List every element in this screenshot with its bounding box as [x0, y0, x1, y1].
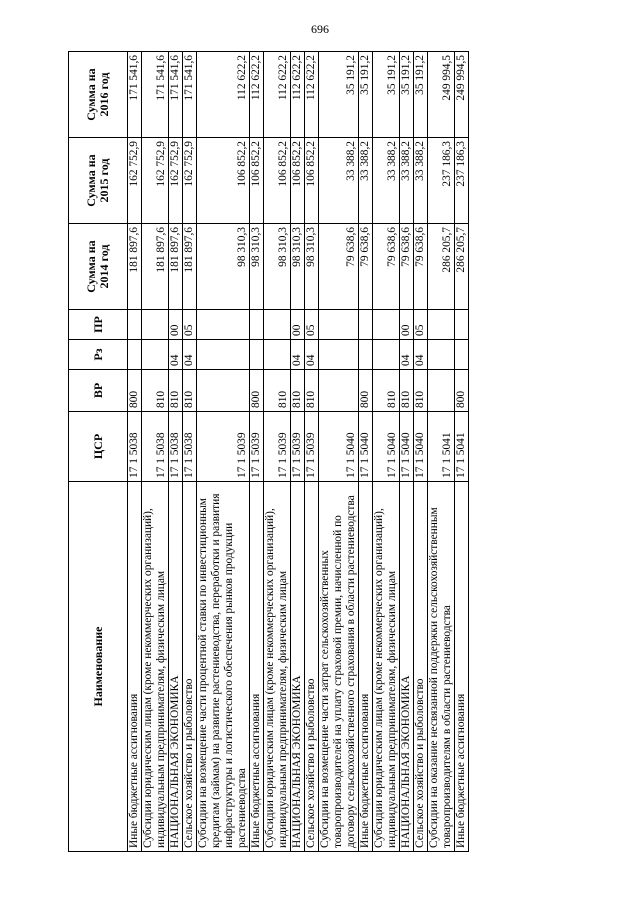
row-rz-cell: 04 [400, 340, 414, 370]
table-row [197, 52, 250, 852]
row-rz-cell: 04 [291, 340, 305, 370]
row-vr-cell: 810 [400, 370, 414, 412]
table-header-row [69, 52, 128, 852]
row-name-cell: Субсидии юридическим лицам (кроме некоммерческих организаций), индивидуальным предпринимателям, физическим лицам [142, 482, 169, 852]
row-sum-2016-cell: 249 994,5 [455, 52, 469, 138]
row-name-cell: Субсидии на возмещение части процентной ставки по инвестиционным кредитам (займам) на развитие растениеводства, переработки и развития инфраструктуры и логистического обеспечения рынков продукции растениеводства [197, 482, 250, 852]
row-rz-cell [428, 340, 455, 370]
row-rz-cell [142, 340, 169, 370]
row-sum-2015-cell: 33 388,2 [373, 138, 400, 224]
row-sum-2016-cell: 171 541,6 [142, 52, 169, 138]
header-sum-2015: Сумма на 2015 год [69, 138, 128, 224]
row-sum-2015-cell: 33 388,2 [400, 138, 414, 224]
table-row [373, 52, 400, 852]
row-vr-cell: 810 [264, 370, 291, 412]
row-sum-2015-cell: 106 852,2 [305, 138, 319, 224]
row-rz-cell [319, 340, 359, 370]
row-sum-2015-cell: 33 388,2 [359, 138, 373, 224]
row-csr-cell: 17 1 5040 [400, 412, 414, 482]
row-sum-2014-cell: 98 310,3 [291, 224, 305, 310]
row-sum-2016-cell: 35 191,2 [373, 52, 400, 138]
budget-table-container [68, 52, 558, 852]
row-name-cell: Иные бюджетные ассигнования [250, 482, 264, 852]
row-rz-cell: 04 [305, 340, 319, 370]
row-rz-cell [373, 340, 400, 370]
table-row [291, 52, 305, 852]
row-name-cell: Иные бюджетные ассигнования [128, 482, 142, 852]
row-sum-2016-cell: 112 622,2 [197, 52, 250, 138]
row-name-cell: НАЦИОНАЛЬНАЯ ЭКОНОМИКА [291, 482, 305, 852]
table-row [414, 52, 428, 852]
row-sum-2016-cell: 112 622,2 [250, 52, 264, 138]
row-csr-cell: 17 1 5039 [305, 412, 319, 482]
row-sum-2014-cell: 286 205,7 [455, 224, 469, 310]
row-name-cell: Сельское хозяйство и рыболовство [305, 482, 319, 852]
row-vr-cell [197, 370, 250, 412]
row-rz-cell [455, 340, 469, 370]
row-sum-2015-cell: 106 852,2 [250, 138, 264, 224]
row-sum-2014-cell: 181 897,6 [142, 224, 169, 310]
budget-table [68, 51, 469, 852]
row-sum-2016-cell: 171 541,6 [169, 52, 183, 138]
row-name-cell: Иные бюджетные ассигнования [455, 482, 469, 852]
row-vr-cell: 800 [455, 370, 469, 412]
row-pr-cell [250, 310, 264, 340]
row-sum-2015-cell: 33 388,2 [414, 138, 428, 224]
row-name-cell: НАЦИОНАЛЬНАЯ ЭКОНОМИКА [169, 482, 183, 852]
row-sum-2016-cell: 171 541,6 [128, 52, 142, 138]
row-sum-2014-cell: 286 205,7 [428, 224, 455, 310]
row-sum-2014-cell: 98 310,3 [250, 224, 264, 310]
row-name-cell: Субсидии юридическим лицам (кроме некоммерческих организаций), индивидуальным предпринимателям, физическим лицам [373, 482, 400, 852]
page-number: 696 [311, 22, 329, 36]
row-vr-cell: 810 [183, 370, 197, 412]
header-sum-2014: Сумма на 2014 год [69, 224, 128, 310]
row-pr-cell: 00 [400, 310, 414, 340]
row-csr-cell: 17 1 5039 [264, 412, 291, 482]
row-sum-2014-cell: 181 897,6 [183, 224, 197, 310]
row-sum-2015-cell: 237 186,3 [428, 138, 455, 224]
row-vr-cell: 810 [169, 370, 183, 412]
row-rz-cell: 04 [183, 340, 197, 370]
row-sum-2014-cell: 79 638,6 [400, 224, 414, 310]
table-row [142, 52, 169, 852]
row-sum-2015-cell: 162 752,9 [142, 138, 169, 224]
row-pr-cell [264, 310, 291, 340]
row-csr-cell: 17 1 5040 [319, 412, 359, 482]
row-sum-2015-cell: 106 852,2 [291, 138, 305, 224]
row-sum-2014-cell: 79 638,6 [359, 224, 373, 310]
row-name-cell: Иные бюджетные ассигнования [359, 482, 373, 852]
row-csr-cell: 17 1 5041 [455, 412, 469, 482]
table-row [305, 52, 319, 852]
row-csr-cell: 17 1 5038 [128, 412, 142, 482]
row-rz-cell [128, 340, 142, 370]
row-name-cell: Субсидии юридическим лицам (кроме некоммерческих организаций), индивидуальным предпринимателям, физическим лицам [264, 482, 291, 852]
table-row [128, 52, 142, 852]
row-sum-2015-cell: 162 752,9 [128, 138, 142, 224]
row-rz-cell [359, 340, 373, 370]
row-sum-2015-cell: 33 388,2 [319, 138, 359, 224]
row-sum-2014-cell: 98 310,3 [264, 224, 291, 310]
row-name-cell: Сельское хозяйство и рыболовство [183, 482, 197, 852]
row-pr-cell [455, 310, 469, 340]
row-sum-2014-cell: 181 897,6 [128, 224, 142, 310]
row-csr-cell: 17 1 5039 [250, 412, 264, 482]
row-vr-cell [319, 370, 359, 412]
row-csr-cell: 17 1 5040 [373, 412, 400, 482]
row-csr-cell: 17 1 5039 [291, 412, 305, 482]
row-pr-cell [142, 310, 169, 340]
row-sum-2016-cell: 112 622,2 [264, 52, 291, 138]
row-rz-cell: 04 [169, 340, 183, 370]
row-name-cell: Сельское хозяйство и рыболовство [414, 482, 428, 852]
row-sum-2014-cell: 79 638,6 [373, 224, 400, 310]
row-sum-2016-cell: 112 622,2 [291, 52, 305, 138]
row-sum-2015-cell: 162 752,9 [183, 138, 197, 224]
header-pr: ПР [69, 310, 128, 340]
row-csr-cell: 17 1 5038 [169, 412, 183, 482]
row-rz-cell: 04 [414, 340, 428, 370]
table-row [183, 52, 197, 852]
row-pr-cell [428, 310, 455, 340]
row-sum-2016-cell: 35 191,2 [400, 52, 414, 138]
header-vr: ВР [69, 370, 128, 412]
row-vr-cell: 810 [373, 370, 400, 412]
row-pr-cell: 00 [169, 310, 183, 340]
row-name-cell: Субсидии на возмещение части затрат сельскохозяйственных товаропроизводителей на уплату страховой премии, начисленной по договору сельскохозяйственного страхования в области растениеводства [319, 482, 359, 852]
row-csr-cell: 17 1 5038 [142, 412, 169, 482]
row-csr-cell: 17 1 5040 [359, 412, 373, 482]
table-row [250, 52, 264, 852]
row-vr-cell: 800 [128, 370, 142, 412]
header-name: Наименование [69, 482, 128, 852]
row-sum-2014-cell: 79 638,6 [319, 224, 359, 310]
row-sum-2014-cell: 181 897,6 [169, 224, 183, 310]
row-csr-cell: 17 1 5041 [428, 412, 455, 482]
table-row [169, 52, 183, 852]
row-pr-cell: 05 [414, 310, 428, 340]
row-vr-cell: 800 [359, 370, 373, 412]
row-pr-cell [128, 310, 142, 340]
row-sum-2015-cell: 106 852,2 [197, 138, 250, 224]
row-pr-cell [319, 310, 359, 340]
row-sum-2016-cell: 35 191,2 [414, 52, 428, 138]
row-pr-cell [359, 310, 373, 340]
row-sum-2016-cell: 35 191,2 [319, 52, 359, 138]
row-sum-2016-cell: 35 191,2 [359, 52, 373, 138]
row-pr-cell: 05 [305, 310, 319, 340]
header-sum-2016: Сумма на 2016 год [69, 52, 128, 138]
row-vr-cell: 800 [250, 370, 264, 412]
row-sum-2015-cell: 106 852,2 [264, 138, 291, 224]
row-sum-2015-cell: 162 752,9 [169, 138, 183, 224]
header-csr: ЦСР [69, 412, 128, 482]
row-rz-cell [197, 340, 250, 370]
table-row [428, 52, 455, 852]
row-vr-cell: 810 [142, 370, 169, 412]
row-sum-2016-cell: 171 541,6 [183, 52, 197, 138]
row-vr-cell [428, 370, 455, 412]
row-pr-cell: 05 [183, 310, 197, 340]
table-row [359, 52, 373, 852]
row-vr-cell: 810 [414, 370, 428, 412]
table-body [128, 52, 469, 852]
row-sum-2016-cell: 249 994,5 [428, 52, 455, 138]
row-pr-cell [197, 310, 250, 340]
row-name-cell: Субсидии на оказание несвязанной поддержки сельскохозяйственным товаропроизводителям в области растениеводства [428, 482, 455, 852]
header-rz: Рз [69, 340, 128, 370]
row-vr-cell: 810 [305, 370, 319, 412]
table-row [264, 52, 291, 852]
row-csr-cell: 17 1 5040 [414, 412, 428, 482]
row-sum-2014-cell: 98 310,3 [197, 224, 250, 310]
row-vr-cell: 810 [291, 370, 305, 412]
table-row [400, 52, 414, 852]
table-row [455, 52, 469, 852]
row-sum-2016-cell: 112 622,2 [305, 52, 319, 138]
row-name-cell: НАЦИОНАЛЬНАЯ ЭКОНОМИКА [400, 482, 414, 852]
row-sum-2014-cell: 98 310,3 [305, 224, 319, 310]
row-pr-cell: 00 [291, 310, 305, 340]
row-sum-2015-cell: 237 186,3 [455, 138, 469, 224]
row-rz-cell [250, 340, 264, 370]
row-sum-2014-cell: 79 638,6 [414, 224, 428, 310]
row-csr-cell: 17 1 5039 [197, 412, 250, 482]
row-csr-cell: 17 1 5038 [183, 412, 197, 482]
row-pr-cell [373, 310, 400, 340]
row-rz-cell [264, 340, 291, 370]
table-row [319, 52, 359, 852]
